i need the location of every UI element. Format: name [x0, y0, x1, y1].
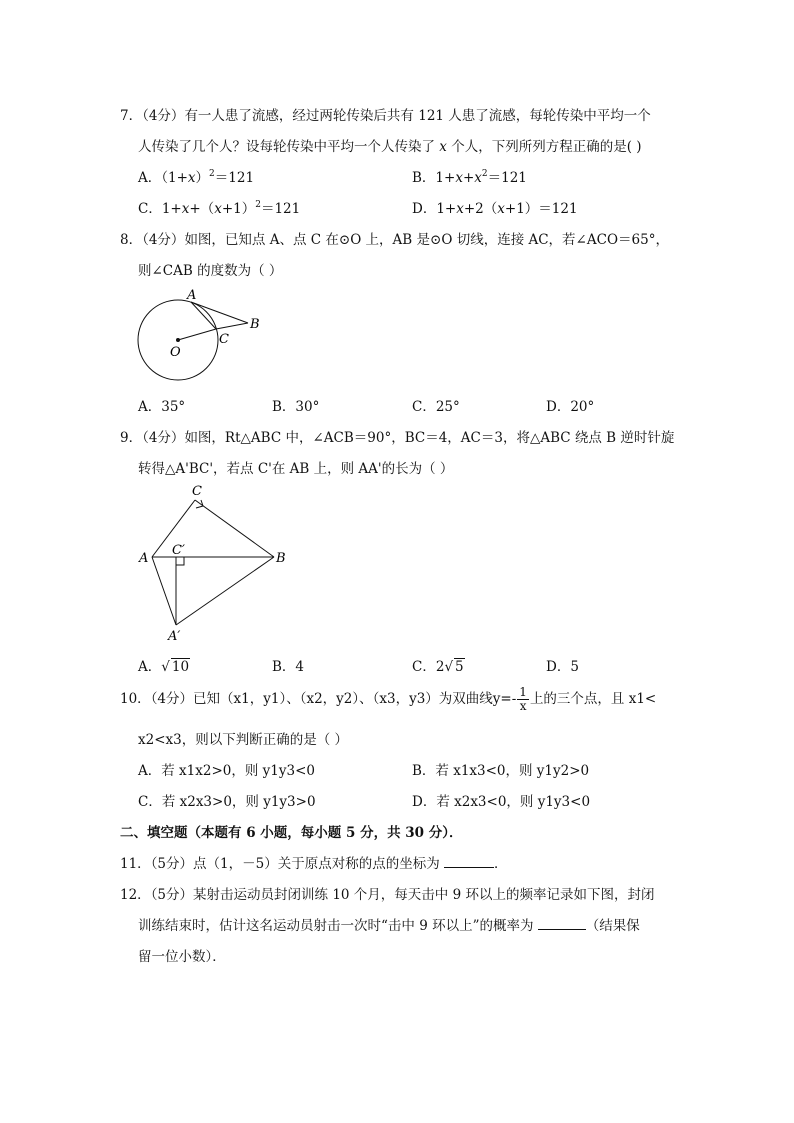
q8-segment-oc	[178, 329, 216, 340]
q11-line: 11．（5分）点（1，－5）关于原点对称的点的坐标为 ．	[120, 856, 508, 872]
q12-line3: 留一位小数）．	[138, 949, 226, 965]
q8-label-o: O	[170, 345, 181, 360]
q8-segment-ac	[191, 302, 216, 329]
q10-fraction: $\frac{1}{x}$	[519, 685, 527, 713]
q8-label-b: B	[250, 317, 260, 332]
q9-label-a: A	[139, 551, 149, 566]
q8-tangent-ab	[191, 302, 248, 323]
q9-line1: 9．（4分）如图，Rt△ABC 中，∠ACB＝90°，BC＝4，AC＝3，将△ABC 绕点 B 逆时针旋	[120, 430, 675, 446]
sqrt-sign: √	[444, 659, 454, 675]
q9-side-a-prime-b	[176, 557, 274, 625]
q10-option-a[interactable]: A．若 x1x2>0，则 y1y3<0	[138, 763, 315, 779]
q7-option-d[interactable]: D．1+x+2（x+1）＝121	[412, 201, 578, 217]
q8-segment-cb	[216, 323, 248, 329]
q9-line2: 转得△A'BC'，若点 C'在 AB 上，则 AA'的长为（ ）	[138, 461, 454, 477]
q8-option-d[interactable]: D．20°	[546, 399, 595, 415]
q12-line1: 12．（5分）某射击运动员封闭训练 10 个月，每天击中 9 环以上的频率记录如下图，封闭	[120, 887, 655, 903]
q8-option-b[interactable]: B．30°	[272, 399, 320, 415]
q9-side-cb	[195, 500, 274, 557]
q7-option-c[interactable]: C．$1+x+(x+1)^2=121$	[138, 200, 301, 217]
q8-center-dot	[176, 338, 180, 342]
section-heading-fill-in: 二、填空题（本题有 6 小题，每小题 5 分，共 30 分）．	[120, 825, 463, 841]
q9-right-angle-c-prime	[176, 557, 184, 565]
q10-option-c[interactable]: C．若 x2x3>0，则 y1y3>0	[138, 794, 316, 810]
q9-option-d[interactable]: D．5	[546, 659, 579, 675]
q9-option-c[interactable]: C．2√ 5	[412, 659, 464, 675]
q10-option-d[interactable]: D．若 x2x3<0，则 y1y3<0	[412, 794, 591, 810]
q7-line2: 人传染了几个人？设每轮传染中平均一个人传染了 x 个人，下列所列方程正确的是( )	[138, 139, 642, 155]
q8-label-c: C	[219, 332, 229, 347]
q8-line1: 8．（4分）如图，已知点 A、点 C 在⊙O 上，AB 是⊙O 切线，连接 AC，若∠ACO＝65°，	[120, 232, 669, 248]
q7-line1: 7．（4分）有一人患了流感，经过两轮传染后共有 121 人患了流感，每轮传染中平均一个	[120, 108, 651, 124]
q10-option-b[interactable]: B．若 x1x3<0，则 y1y2>0	[412, 763, 590, 779]
q9-label-c-prime: C′	[172, 543, 185, 558]
q9-option-a[interactable]: A．√ 10	[138, 659, 190, 675]
q9-side-aa-prime	[152, 557, 176, 625]
q8-line2: 则∠CAB 的度数为（ ）	[138, 263, 283, 279]
q10-line1: 10．（4分）已知（x1，y1）、（x2，y2）、（x3，y3）为双曲线y=- $\frac{1}{x}$ 上的三个点，且 x1<	[120, 685, 657, 713]
q8-circle-figure	[130, 282, 270, 382]
q7-option-a[interactable]: A．$(1+x)^2=121$	[138, 169, 255, 186]
q9-option-b[interactable]: B．4	[272, 659, 305, 675]
q8-label-a: A	[187, 288, 197, 303]
q9-triangle-figure	[130, 480, 300, 645]
q10-line2: x2<x3，则以下判断正确的是（ ）	[138, 732, 349, 748]
q7-option-b[interactable]: B．$1+x+x^2=121$	[412, 169, 527, 186]
sqrt-sign: √	[161, 659, 170, 675]
q12-answer-blank[interactable]	[538, 919, 586, 930]
q8-option-c[interactable]: C．25°	[412, 399, 460, 415]
q8-option-a[interactable]: A．35°	[138, 399, 186, 415]
q12-line2: 训练结束时，估计这名运动员射击一次时“击中 9 环以上”的概率为 （结果保	[138, 918, 640, 934]
q9-label-c: C	[192, 484, 202, 499]
q9-label-b: B	[276, 551, 286, 566]
q11-answer-blank[interactable]	[444, 857, 494, 868]
q9-label-a-prime: A′	[168, 629, 181, 644]
